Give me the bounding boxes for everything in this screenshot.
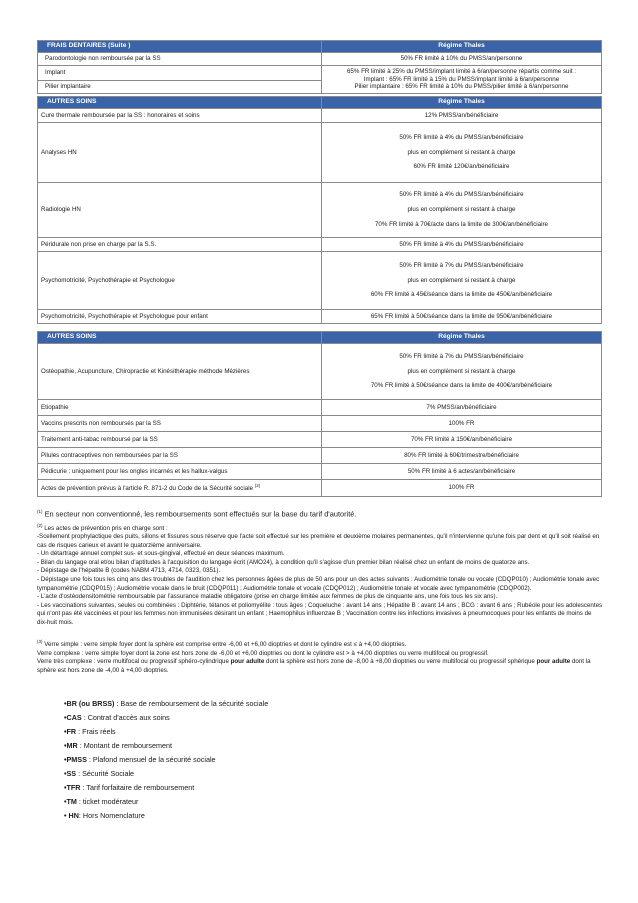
value-line: 60% FR limité à 45€/séance dans la limite de 450€/an/bénéficiaire — [370, 291, 553, 299]
footnote-marker: (3) — [37, 639, 43, 645]
row-label: Analyses HN — [38, 123, 322, 183]
footnote-marker: (2) — [254, 483, 261, 489]
row-value: 100% FR — [322, 480, 602, 497]
legend-definition: : Montant de remboursement — [77, 741, 172, 751]
row-value: 100% FR — [322, 416, 602, 432]
row-label: Implant — [38, 66, 322, 81]
footnote-2-line: - Bilan du langage oral et/ou bilan d'aptitudes à l'acquisition du langage écrit (AMO24), à condition qu'il s'agisse d'un premier bilan réalisé chez un enfant de moins de quatorze ans. — [37, 558, 530, 566]
table-header — [38, 41, 602, 53]
legend-term: •FR — [64, 727, 77, 737]
value-line: 50% FR limité à 4% du PMSS/an/bénéficiaire — [399, 133, 524, 141]
row-value: 7% PMSS/an/bénéficiaire — [322, 400, 602, 416]
row-label: Psychomotricité, Psychothérapie et Psychologue — [38, 252, 322, 310]
header-category: AUTRES SOINS — [38, 97, 322, 109]
value-line: 60% FR limité 120€/an/bénéficiaire — [413, 163, 510, 171]
table-row — [38, 432, 602, 448]
row-value: 65% FR limité à 50€/séance dans la limite de 950€/an/bénéficiaire — [322, 310, 602, 324]
footnote-2-intro — [37, 523, 603, 534]
footnote-3-part: dont la sphère est hors zone de -8,00 à +8,00 dioptries ou verre multifocal ou progressif sphérique — [264, 658, 537, 666]
value-line: 65% FR limité à 25% du PMSS/implant limité à 6/an/personne répartis comme suit : — [346, 67, 577, 75]
row-value: 80% FR limité à 60€/trimestre/bénéficiaire — [322, 448, 602, 464]
legend-definition: : Base de remboursement de la sécurité sociale — [114, 699, 269, 708]
legend-item — [64, 781, 268, 795]
legend-definition: : Sécurité Sociale — [76, 769, 135, 779]
header-regime: Régime Thales — [322, 332, 602, 344]
legend-item — [64, 767, 268, 781]
row-value: 70% FR limité à 150€/an/bénéficiaire — [322, 432, 602, 448]
row-value — [322, 183, 602, 238]
row-label: Vaccins prescrits non remboursés par la SS — [38, 416, 322, 432]
row-value — [322, 252, 602, 310]
legend-term: •SS — [64, 769, 77, 779]
value-line: 70% FR limité à 50€/séance dans la limite de 400€/an/bénéficiaire — [370, 382, 553, 390]
footnote-3-bold: pour adulte — [536, 658, 571, 666]
table-row — [38, 123, 602, 183]
value-line: 50% FR limité à 7% du PMSS/an/bénéficiaire — [399, 261, 524, 269]
header-category: AUTRES SOINS — [38, 332, 322, 344]
header-regime: Régime Thales — [322, 97, 602, 109]
legend-definition: : Tarif forfaitaire de remboursement — [80, 783, 195, 793]
row-value — [322, 344, 602, 400]
row-label: Etiopathie — [38, 400, 322, 416]
row-label: Pilules contraceptives non remboursées par la SS — [38, 448, 322, 464]
legend-definition: : Contrat d'accès aux soins — [81, 713, 170, 723]
header-category: FRAIS DENTAIRES (Suite ) — [38, 41, 322, 53]
row-label: Péridurale non prise en charge par la S.S. — [38, 238, 322, 252]
footnote-2-line: - Dépistage de l'hépatite B (codes NABM 4713, 4714, 0323, 0351). — [37, 567, 221, 575]
row-label: Radiologie HN — [38, 183, 322, 238]
footnote-2-line: - L'acte d'ostéodensitométrie remboursable par l'assurance maladie obligatoire (prise en charge limitée aux femmes de plus de cinquante ans, une fois tous les six ans). — [37, 593, 498, 601]
row-label: Traitement anti-tabac remboursé par la SS — [38, 432, 322, 448]
footnote-marker: (2) — [37, 522, 43, 528]
row-value: 50% FR limité à 10% du PMSS/an/personne — [322, 53, 602, 66]
value-line: plus en complément si restant à charge — [407, 148, 516, 156]
value-line: 50% FR limité à 7% du PMSS/an/bénéficiaire — [399, 352, 524, 360]
table-row — [38, 464, 602, 480]
footnote-3-part: Verre très complexe : verre multifocal ou progressif sphéro-cylindrique — [37, 658, 231, 666]
other-care-table-1 — [37, 96, 602, 324]
table-row — [38, 252, 602, 310]
row-label — [38, 480, 322, 497]
value-line: plus en complément si restant à charge — [407, 276, 516, 284]
legend-definition: : Hors Nomenclature — [78, 811, 145, 821]
row-value — [322, 66, 602, 94]
table-row — [38, 480, 602, 497]
footnote-3-line — [37, 658, 603, 675]
row-label-text: Actes de prévention prévus à l'article R. 871-2 du Code de la Sécurité sociale — [41, 485, 254, 493]
legend-term: •TFR — [64, 783, 81, 793]
row-label: Parodontologie non remboursée par la SS — [38, 53, 322, 66]
legend-definition: : ticket modérateur — [76, 797, 139, 807]
footnote-3-text: Verre simple : verre simple foyer dont la sphère est comprise entre -6,00 et +6,00 dioptries et dont le cylindre est ≤ à +4,00 dioptries. — [44, 641, 407, 649]
legend-item — [64, 725, 268, 739]
table-row — [38, 344, 602, 400]
legend-item — [64, 753, 268, 767]
legend-item — [64, 739, 268, 753]
legend-term: • HN — [64, 811, 79, 821]
table-row — [38, 66, 602, 81]
row-value: 12% PMSS/an/bénéficiaire — [322, 109, 602, 123]
footnote-3-line — [37, 639, 603, 650]
dental-table — [37, 40, 602, 94]
table-header — [38, 332, 602, 344]
legend-term: •MR — [64, 741, 78, 751]
footnote-3-line: Verre complexe : verre simple foyer dont la zone est hors zone de -6,00 et +6,00 dioptries ou dont le cylindre est > à +4,00 dioptries ou verre multifocal ou progressif. — [37, 649, 489, 657]
table-row — [38, 448, 602, 464]
table-row — [38, 53, 602, 66]
row-label: Pédicurie : uniquement pour les ongles incarnés et les hallux-valgus — [38, 464, 322, 480]
value-line: plus en complément si restant à charge — [407, 206, 516, 214]
value-line: Pilier implantaire : 65% FR limité à 10% du PMSS/pilier limité à 6/an/personne — [354, 83, 569, 91]
table-header — [38, 97, 602, 109]
row-value: 50% FR limité à 4% du PMSS/an/bénéficiaire — [322, 238, 602, 252]
footnotes — [37, 509, 603, 676]
row-label: Ostéopathie, Acupuncture, Chiropractie et Kinésithérapie méthode Mézières — [38, 344, 322, 400]
header-regime: Régime Thales — [322, 41, 602, 53]
footnote-3-bold: pour adulte — [230, 658, 265, 666]
footnote-2-intro-text: Les actes de prévention pris en charge sont : — [44, 524, 168, 532]
legend-definition: : Frais réels — [76, 727, 116, 737]
value-line: 70% FR limité à 70€/acte dans la limite de 300€/an/bénéficiaire — [374, 220, 548, 228]
row-label: Pilier implantaire — [38, 81, 322, 94]
table-row — [38, 109, 602, 123]
abbreviation-legend — [64, 697, 268, 823]
legend-item — [64, 711, 268, 725]
legend-item — [64, 809, 268, 823]
legend-definition: : Plafond mensuel de la sécurité sociale — [86, 755, 216, 765]
legend-item — [64, 697, 268, 711]
footnote-2-line: -Scellement prophylactique des puits, sillons et fissures sous réserve que l'acte soit effectué sur les première et deuxième molaires permanentes, qu'il n'intervienne qu'une fois par dent et qu'il soit réalisé en cas de risques carieux et avant le quatorzième anniversaire. — [37, 533, 600, 549]
other-care-table-2 — [37, 331, 602, 497]
table-row — [38, 416, 602, 432]
footnote-marker: (1) — [37, 509, 43, 514]
footnote-1 — [37, 509, 603, 520]
legend-term: •BR (ou BRSS) — [64, 699, 115, 708]
legend-term: •TM — [64, 797, 77, 807]
table-row — [38, 238, 602, 252]
footnote-2-line: - Dépistage une fois tous les cinq ans des troubles de l'audition chez les personnes âgées de plus de 50 ans pour un des actes suivants : Audiométrie tonale ou vocale (CDQP010) ; Audiométrie tonale avec tympanométrie (CDQP015) ; Audiométrie vocale dans le bruit (CDQP011) ; Audiométrie tonale et vocale (CDQP012) ; Audiométrie tonale et vocale avec tympanométrie (CDQP002). — [37, 576, 600, 592]
footnote-3-part: dont la sphère est hors zone de -4,00 à +4,00 dioptries. — [37, 658, 591, 675]
footnote-2-line: - Les vaccinations suivantes, seules ou combinées : Diphtérie, tétanos et poliomyélite : tous âges ; Coqueluche : avant 14 ans ; Hépatite B : avant 14 ans ; BCG : avant 6 ans ; Rubéole pour les adolescentes qui n'ont pas été vaccinées et pour les femmes non immunisées désirant un enfant ; Haemophilus influenzae B ; Vaccination contre les infections invasives à pneumocoques pour les enfants de moins de dix-huit mois. — [37, 601, 603, 626]
table-row — [38, 183, 602, 238]
footnote-2-line: - Un détartrage annuel complet sus- et sous-gingival, effectué en deux séances maximum. — [37, 550, 285, 558]
footnote-1-text: En secteur non conventionné, les remboursements sont effectués sur la base du tarif d'autorité. — [44, 509, 357, 519]
value-line: Implant : 65% FR limité à 15% du PMSS/implant limité à 6/an/personne — [363, 75, 560, 83]
table-row — [38, 400, 602, 416]
legend-term: •CAS — [64, 713, 82, 723]
row-value — [322, 123, 602, 183]
row-value: 50% FR limité à 6 actes/an/bénéficiaire — [322, 464, 602, 480]
row-label: Psychomotricité, Psychothérapie et Psychologue pour enfant — [38, 310, 322, 324]
value-line: plus en complément si restant à charge — [407, 367, 516, 375]
legend-item — [64, 795, 268, 809]
value-line: 50% FR limité à 4% du PMSS/an/bénéficiaire — [399, 191, 524, 199]
row-label: Cure thermale remboursée par la SS : honoraires et soins — [38, 109, 322, 123]
table-row — [38, 310, 602, 324]
legend-term: •PMSS — [64, 755, 87, 765]
